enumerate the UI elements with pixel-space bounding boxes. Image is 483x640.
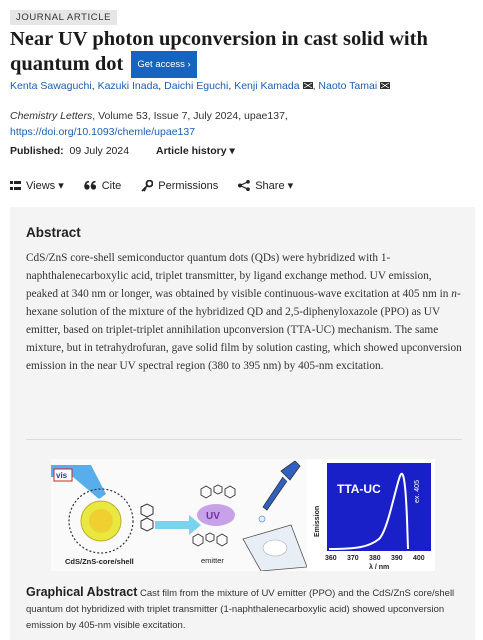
ex-405-label: ex. 405	[414, 480, 421, 503]
doi-link[interactable]: https://doi.org/10.1093/chemle/upae137	[10, 126, 196, 138]
author-link[interactable]: Naoto Tamai	[318, 80, 378, 92]
views-label: Views ▾	[26, 180, 64, 192]
citation-details: , Volume 53, Issue 7, July 2024, upae137,	[92, 110, 288, 122]
vis-label: vis	[56, 471, 68, 480]
permissions-label: Permissions	[158, 179, 219, 192]
chevron-right-icon: ›	[187, 59, 191, 70]
graphical-abstract-caption	[26, 584, 466, 634]
dropper-icon	[263, 461, 300, 510]
graphical-abstract-heading: Graphical Abstract	[26, 585, 138, 599]
share-icon	[238, 180, 250, 191]
article-title-text: Near UV photon upconversion in cast solid with quantum dot	[10, 28, 428, 75]
abstract-text	[26, 249, 462, 375]
x-tick-label: 360	[325, 555, 337, 562]
x-tick-label: 380	[369, 555, 381, 562]
cite-label: Cite	[101, 179, 122, 192]
quote-icon	[84, 181, 97, 191]
energy-transfer-arrow-icon	[155, 515, 201, 535]
x-tick-label: 400	[413, 555, 425, 562]
section-divider	[26, 439, 462, 440]
abstract-section	[10, 207, 475, 640]
article-toolbar	[10, 179, 293, 192]
abstract-text-part1: CdS/ZnS core-shell semiconductor quantum dots (QDs) were hybridized with 1-naphthalenecarboxylic acid, triplet transmitter, by ligand exchange method. UV emission, peaked at 340 nm or longer, was obtained by visible continuous-wave excitation at 405 nm in	[26, 252, 452, 300]
emitter-label: emitter	[201, 556, 224, 565]
cite-button[interactable]	[84, 179, 122, 192]
core-shell-label: CdS/ZnS-core/shell	[65, 557, 134, 566]
views-icon	[10, 181, 21, 191]
author-link[interactable]: Daichi Eguchi	[164, 80, 229, 92]
share-button[interactable]	[238, 179, 293, 192]
mail-icon[interactable]	[303, 82, 313, 89]
citation	[10, 108, 288, 140]
get-access-label: Get access	[137, 59, 185, 70]
views-button[interactable]	[10, 179, 64, 192]
ga-scheme-illustration	[51, 459, 307, 571]
graphical-abstract-image[interactable]	[51, 459, 435, 571]
author-separator: ,	[91, 80, 98, 92]
article-title	[10, 28, 470, 78]
share-label: Share ▾	[255, 180, 294, 192]
journal-name[interactable]: Chemistry Letters	[10, 110, 93, 122]
publication-info	[10, 145, 235, 157]
key-icon	[141, 180, 153, 192]
emission-axis-label: Emission	[314, 505, 321, 537]
graphical-abstract-text: Cast film from the mixture of UV emitter (PPO) and the CdS/ZnS core/shell quantum dot hybridized with triplet transmitter (1-naphthalenecarboxylic acid) showed upconversion emission by 405-nm visible excitation.	[26, 588, 455, 631]
author-link[interactable]: Kenji Kamada	[234, 80, 300, 92]
author-list	[10, 80, 390, 92]
permissions-button[interactable]	[141, 179, 218, 192]
tta-uc-label: TTA-UC	[337, 482, 381, 496]
get-access-button[interactable]	[131, 51, 196, 78]
ligand-icon	[141, 504, 153, 531]
author-separator: ,	[228, 80, 235, 92]
article-type-badge: JOURNAL ARTICLE	[10, 10, 117, 25]
abstract-text-italic: n	[451, 288, 457, 300]
x-axis-label: λ / nm	[369, 564, 390, 571]
x-tick-label: 370	[347, 555, 359, 562]
mail-icon[interactable]	[380, 82, 390, 89]
author-link[interactable]: Kazuki Inada	[97, 80, 159, 92]
tta-uc-emission-plot	[307, 459, 435, 571]
uv-label: UV	[206, 511, 220, 522]
author-link[interactable]: Kenta Sawaguchi	[10, 80, 92, 92]
published-label: Published:	[10, 145, 64, 157]
published-date: 09 July 2024	[69, 145, 130, 157]
article-history-toggle[interactable]: Article history ▾	[155, 145, 235, 157]
abstract-heading: Abstract	[26, 225, 81, 240]
author-separator: ,	[312, 80, 319, 92]
x-tick-label: 390	[391, 555, 403, 562]
abstract-text-part2: -hexane solution of the mixture of the hybridized QD and 2,5-diphenyloxazole (PPO) as UV emitter, based on triplet-triplet annihilation upconversion (TTA-UC) mechanism. The same mixture, but in tetrahydrofuran, gave solid film by solution casting, which showed upconversion emission in the near UV spectral region (380 to 395 nm) by 405-nm excitation.	[26, 288, 462, 372]
author-separator: ,	[158, 80, 165, 92]
